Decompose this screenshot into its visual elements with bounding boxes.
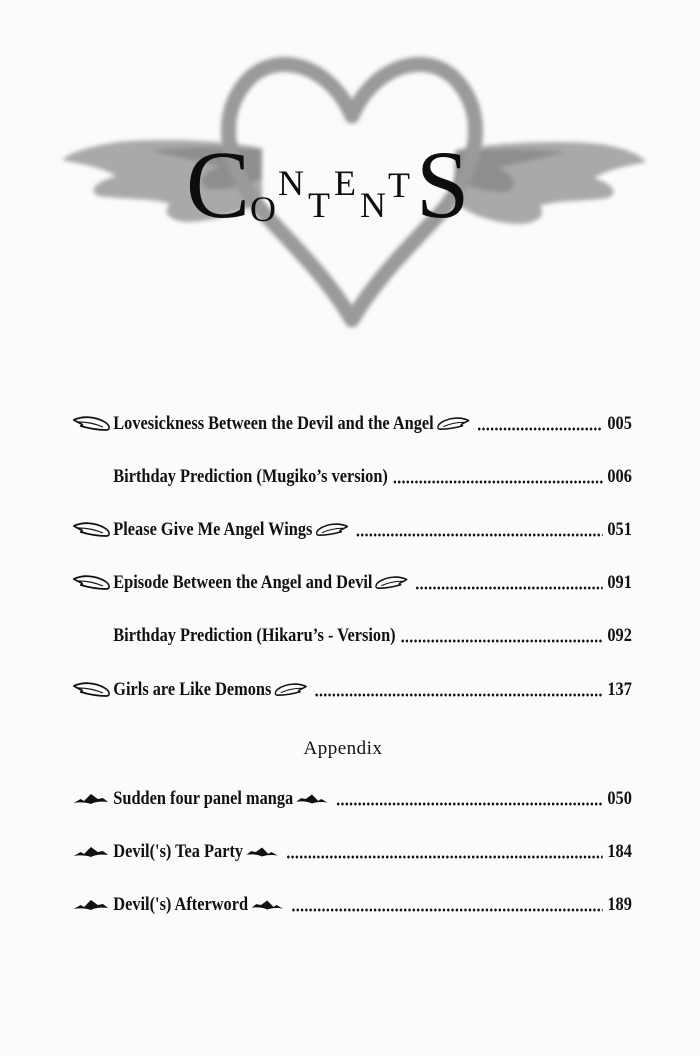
entry-title: Episode Between the Angel and Devil [113, 572, 373, 593]
entry-title: Lovesickness Between the Devil and the Angel [113, 413, 434, 434]
dot-leader [415, 568, 602, 598]
appendix-heading: Appendix [303, 738, 383, 759]
dot-leader [393, 462, 602, 492]
dot-leader [314, 675, 602, 705]
toc-entry[interactable] [72, 568, 632, 598]
page-number: 189 [607, 894, 632, 915]
title-letter-n2: N [360, 185, 386, 225]
angel-wing-icon [72, 675, 113, 705]
angel-wing-icon [312, 515, 350, 545]
angel-wing-icon [434, 409, 472, 439]
appendix-entry[interactable] [72, 837, 632, 867]
page-number: 051 [607, 519, 632, 540]
appendix-entry[interactable] [72, 890, 632, 920]
title-letter-n: N [278, 163, 304, 203]
angel-wing-icon [271, 675, 309, 705]
dot-leader [477, 409, 602, 439]
page-number: 092 [607, 625, 632, 646]
angel-wing-icon [72, 568, 113, 598]
toc-entry[interactable] [72, 409, 632, 439]
devil-wing-icon [248, 890, 286, 920]
title-letter-e: E [334, 163, 356, 203]
page-number: 005 [607, 413, 632, 434]
devil-wing-icon [243, 837, 281, 867]
entry-title: Sudden four panel manga [113, 788, 294, 809]
dot-leader [286, 837, 602, 867]
dot-leader [336, 784, 602, 814]
devil-wing-icon [72, 837, 113, 867]
title-letter-t2: T [388, 165, 410, 205]
angel-wing-icon [372, 568, 410, 598]
entry-title: Birthday Prediction (Mugiko’s version) [113, 466, 388, 487]
entry-title: Girls are Like Demons [113, 679, 272, 700]
toc-entry[interactable] [72, 462, 632, 492]
title-letter-t: T [308, 185, 330, 225]
dot-leader [355, 515, 602, 545]
contents-title [150, 131, 550, 245]
dot-leader [291, 890, 602, 920]
title-letter-s: S [416, 131, 470, 238]
title-letter-c: C [186, 131, 251, 238]
devil-wing-icon [72, 784, 113, 814]
entry-title: Birthday Prediction (Hikaru’s - Version) [113, 625, 396, 646]
blank-icon-slot [72, 462, 113, 492]
entry-title: Devil('s) Afterword [113, 894, 249, 915]
angel-wing-icon [72, 409, 113, 439]
header-illustration [0, 0, 700, 360]
page-number: 050 [607, 788, 632, 809]
blank-icon-slot [72, 621, 113, 651]
page-number: 137 [607, 679, 632, 700]
page-number: 006 [607, 466, 632, 487]
dot-leader [401, 621, 602, 651]
entry-title: Devil('s) Tea Party [113, 841, 244, 862]
entry-title: Please Give Me Angel Wings [113, 519, 313, 540]
toc-entry[interactable] [72, 621, 632, 651]
title-letter-o: O [250, 189, 276, 229]
page-number: 184 [607, 841, 632, 862]
appendix-entry[interactable] [72, 784, 632, 814]
toc-entry[interactable] [72, 675, 632, 705]
angel-wing-icon [72, 515, 113, 545]
devil-wing-icon [72, 890, 113, 920]
page-number: 091 [607, 572, 632, 593]
toc-entry[interactable] [72, 515, 632, 545]
devil-wing-icon [293, 784, 331, 814]
